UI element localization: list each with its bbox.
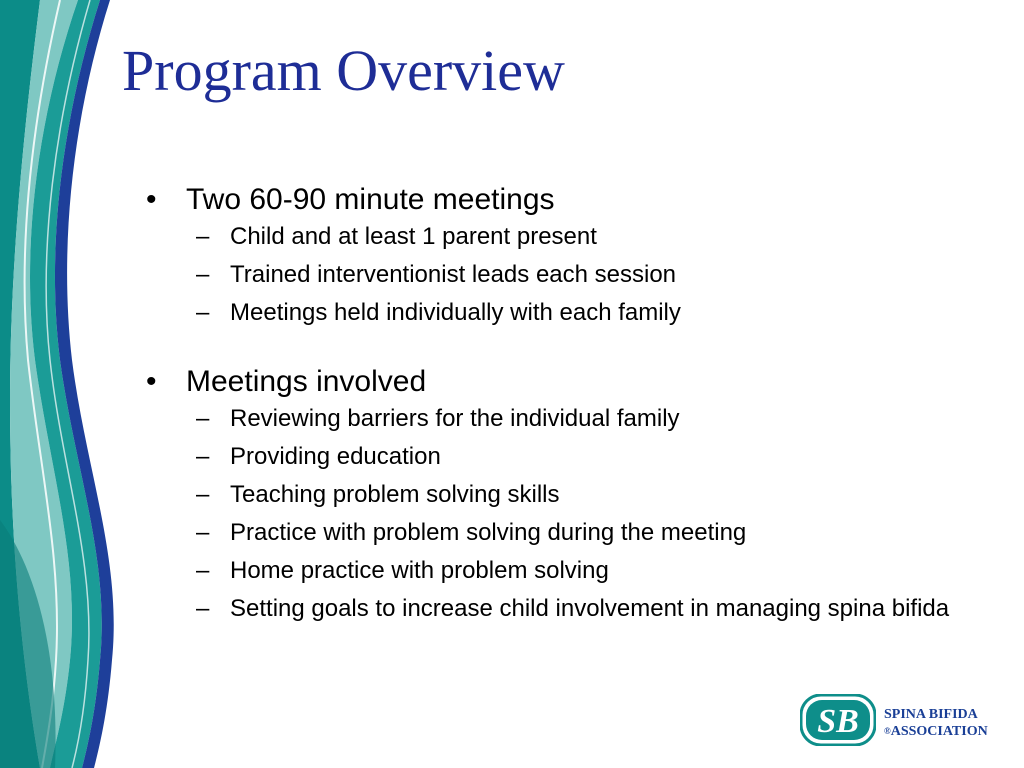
sub-bullet-text: Meetings held individually with each family [230, 299, 681, 326]
slide-content [140, 180, 980, 632]
bullet-glyph: • [146, 183, 157, 216]
bullet-text: Two 60-90 minute meetings [186, 183, 555, 216]
sub-bullet-text: Child and at least 1 parent present [230, 223, 597, 250]
logo-mark-letters: SB [817, 703, 859, 740]
dash-glyph: – [196, 299, 210, 326]
spina-bifida-association-logo [800, 694, 1010, 750]
sub-bullet-text: Teaching problem solving skills [230, 481, 560, 508]
dash-glyph: – [196, 261, 210, 288]
dash-glyph: – [196, 481, 210, 508]
sub-bullet-item [140, 298, 980, 327]
sub-bullet-text: Setting goals to increase child involvement in managing spina bifida [230, 595, 950, 622]
sub-bullet-list [140, 404, 980, 623]
dash-glyph: – [196, 595, 210, 622]
sub-bullet-text: Home practice with problem solving [230, 557, 609, 584]
sub-bullet-list [140, 222, 980, 327]
logo-line-2: ASSOCIATION [890, 724, 988, 739]
dash-glyph: – [196, 443, 210, 470]
sub-bullet-text: Reviewing barriers for the individual family [230, 405, 680, 432]
sub-bullet-item [140, 404, 980, 433]
logo-line-2-row [884, 723, 988, 740]
dash-glyph: – [196, 519, 210, 546]
sub-bullet-item [140, 556, 980, 585]
sub-bullet-item [140, 480, 980, 509]
bullet-glyph: • [146, 365, 157, 398]
dash-glyph: – [196, 405, 210, 432]
sub-bullet-item [140, 222, 980, 251]
sub-bullet-item [140, 594, 980, 623]
dash-glyph: – [196, 557, 210, 584]
sub-bullet-item [140, 260, 980, 289]
sb-logo-icon [800, 694, 876, 746]
sub-bullet-text: Practice with problem solving during the meeting [230, 519, 747, 546]
logo-wordmark [884, 706, 988, 740]
slide-title: Program Overview [122, 38, 565, 103]
logo-line-1: SPINA BIFIDA [884, 707, 978, 722]
sub-bullet-text: Trained interventionist leads each session [230, 261, 677, 288]
bullet-item [140, 180, 980, 220]
dash-glyph: – [196, 223, 210, 250]
bullet-item [140, 362, 980, 402]
bullet-text: Meetings involved [186, 365, 427, 398]
spacer [140, 336, 980, 362]
sub-bullet-item [140, 442, 980, 471]
registered-mark: ® [884, 726, 891, 736]
sub-bullet-text: Providing education [230, 443, 441, 470]
sub-bullet-item [140, 518, 980, 547]
